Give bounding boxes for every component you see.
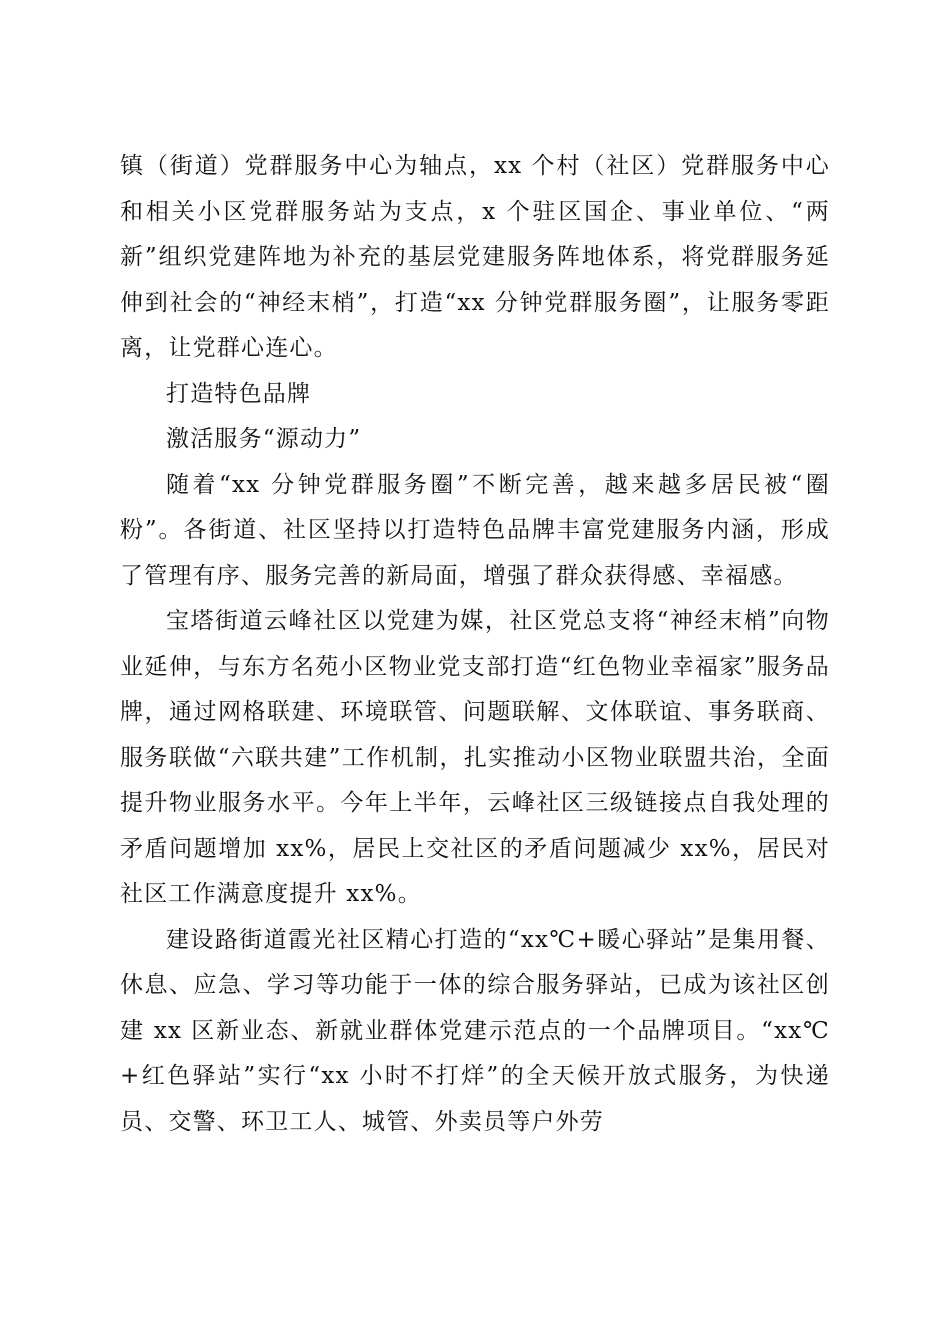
document-body [120,144,830,1145]
heading-activate-service: 激活服务“源动力” [166,426,362,452]
heading-build-brand: 打造特色品牌 [166,380,312,407]
paragraph-xiaguang-community: 建设路街道霞光社区精心打造的“xx℃+暖心驿站”是集用餐、休息、应急、学习等功能于一体的综合服务驿站，已成为该社区创建 xx 区新业态、新就业群体党建示范点的一个品牌项目。“xx℃+红色驿站”实行“xx 小时不打烊”的全天候开放式服务，为快递员、交警、环卫工人、城管、外卖员等户外劳 [120,926,830,1135]
paragraph-service-network: 镇（街道）党群服务中心为轴点，xx 个村（社区）党群服务中心和相关小区党群服务站为支点，x 个驻区国企、事业单位、“两新”组织党建阵地为补充的基层党建服务阵地体系，将党群服务延伸到社会的“神经末梢”，打造“xx 分钟党群服务圈”，让服务零距离，让党群心连心。 [120,153,830,361]
paragraph-service-circle: 随着“xx 分钟党群服务圈”不断完善，越来越多居民被“圈粉”。各街道、社区坚持以打造特色品牌丰富党建服务内涵，形成了管理有序、服务完善的新局面，增强了群众获得感、幸福感。 [120,471,830,589]
paragraph-yunfeng-community: 宝塔街道云峰社区以党建为媒，社区党总支将“神经末梢”向物业延伸，与东方名苑小区物业党支部打造“红色物业幸福家”服务品牌，通过网格联建、环境联管、问题联解、文体联谊、事务联商、服务联做“六联共建”工作机制，扎实推动小区物业联盟共治，全面提升物业服务水平。今年上半年，云峰社区三级链接点自我处理的矛盾问题增加 xx%，居民上交社区的矛盾问题减少 xx%，居民对社区工作满意度提升 xx%。 [120,608,830,907]
